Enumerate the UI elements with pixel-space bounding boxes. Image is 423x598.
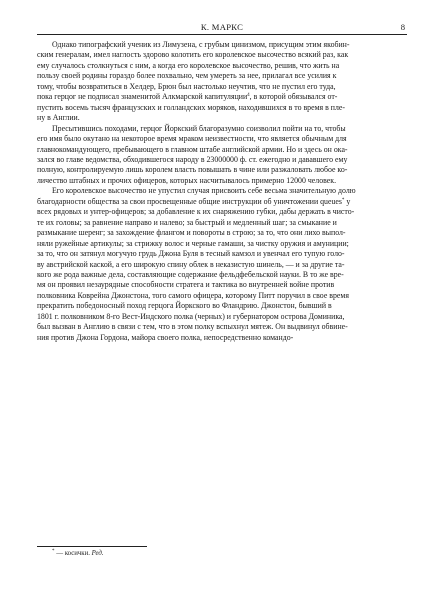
- text-line: полную, контролируемую лишь королем власть повышать в чине или разжаловать любое ко-: [37, 165, 348, 175]
- paragraph-1: [37, 40, 387, 124]
- text-line: няли ружейные артикулы; за стрижку волос и черные гамаши, за чистку оружия и амуниции;: [37, 238, 349, 248]
- text-line: прекратить победоносный поход герцога Йоркского во Фландрию. Джонстон, бывший в: [37, 301, 332, 311]
- text-line: [37, 197, 387, 207]
- footnote-ref-4: 4: [247, 93, 250, 99]
- text-segment: у: [344, 196, 351, 206]
- paragraph-3: [37, 186, 387, 343]
- footnote-ref-star: *: [341, 197, 345, 203]
- footnote: [52, 549, 104, 558]
- text-line: ну в Англии.: [37, 113, 80, 123]
- text-line: за то, что он затянул могучую грудь Джона Буля в тесный камзол и увенчал его тупую голо-: [37, 249, 345, 259]
- text-line: те их головы; за равнение направо и налево; за быстрый и медленный шаг; за смыкание и: [37, 217, 337, 227]
- paragraph-2: [37, 124, 387, 187]
- text-line: мя он проявил незаурядные способности стратега и тактика во внутренней войне против: [37, 280, 335, 290]
- page-number: 8: [400, 22, 405, 32]
- footnote-marker: *: [52, 549, 55, 554]
- text-line: тому, чтобы возвратиться в Хелдер, Брюн был настолько неучтив, что не пустил его туда,: [37, 81, 336, 91]
- running-head-title: К. МАРКС: [200, 22, 244, 32]
- running-head: [37, 22, 407, 35]
- text-line: полковника Коврейна Джонстона, того самого офицера, которому Питт поручил в свое время: [37, 290, 349, 300]
- text-line: был вызван в Англию в связи с тем, что в этом полку вспыхнул мятеж. Он выдвинул обвине-: [37, 322, 348, 332]
- text-line: 1801 г. полковником 8-го Вест-Индского полка (черных) и губернатором острова Доминика,: [37, 311, 345, 321]
- text-line: пустить восемь тысяч французских и голландских моряков, находившихся в то время в пле-: [37, 102, 345, 112]
- text-line: Однако типографский ученик из Лимузена, с грубым цинизмом, присущим этим якобин-: [52, 40, 350, 49]
- text-line: зался во главе ведомства, обходившегося народу в 23000000 ф. ст. ежегодно и дававшего ему: [37, 154, 348, 164]
- text-line: его имя было окутано на некоторое время мраком неизвестности, что является обычным для: [37, 134, 347, 144]
- text-line: всех рядовых и унтер-офицеров; за добавление к их снаряжению губки, дабы держать в чисто-: [37, 207, 355, 217]
- text-line: ву австрийской каской, а его широкую спину облек в неказистую шинель, — и за другие та-: [37, 259, 345, 269]
- text-line: кого же рода важные дела, составляющие содержание фельдфебельской науки. В то же вре-: [37, 269, 344, 279]
- text-line: ния против Джона Гордона, майора своего полка, непосредственно командо-: [37, 332, 294, 342]
- text-line: ему случалось столкнуться с ним, а когда его королевское высочество, решив, что жить на: [37, 60, 340, 70]
- body-text: [37, 40, 387, 343]
- footnote-divider: [37, 546, 147, 547]
- text-line: размыкание шеренг; за захождение флангом и повороты в строю; за то, что они лихо выпол-: [37, 228, 346, 238]
- text-line: личество штабных и прочих офицеров, которых насчитывалось примерно 12000 человек.: [37, 175, 337, 185]
- text-line: [37, 92, 387, 102]
- footnote-source: Ред.: [91, 550, 104, 557]
- text-segment: пока герцог не подписал знаменитой Алкмарской капитуляции: [37, 92, 248, 102]
- text-segment: , в которой обязывался от-: [249, 92, 338, 102]
- text-line: главнокомандующего, пребывающего в главном штабе английской армии. Но и здесь он ока-: [37, 144, 348, 154]
- text-segment: благодарности общества за свои просвещенные общие инструкции об уничтожении queues: [37, 196, 342, 206]
- footnote-text: — косички.: [54, 550, 92, 557]
- text-line: пользу своей родины гораздо более похвально, чем умереть за нее, прилагал все усилия к: [37, 71, 337, 81]
- text-line: ским генералам, имел наглость здорово колотить его королевское высочество всякий раз, как: [37, 50, 349, 60]
- text-line: Пресытившись походами, герцог Йоркский благоразумно соизволил пойти на то, чтобы: [52, 123, 346, 133]
- text-line: Его королевское высочество не упустил случая присвоить себе весьма значительную долю: [52, 186, 356, 196]
